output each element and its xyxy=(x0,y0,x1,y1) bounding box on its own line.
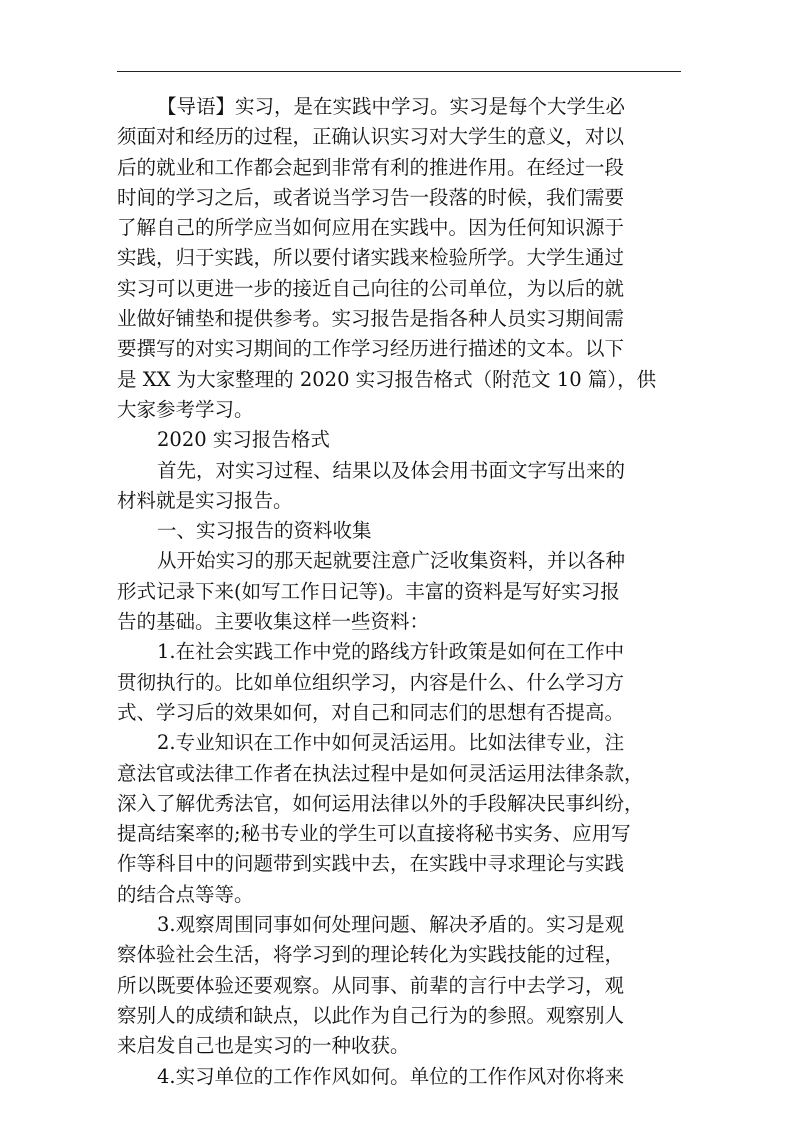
text-line: 提高结案率的;秘书专业的学生可以直接将秘书实务、应用写 xyxy=(117,822,631,846)
text-line: 作等科目中的问题带到实践中去，在实践中寻求理论与实践 xyxy=(117,852,625,876)
text-line: 一、实习报告的资料收集 xyxy=(157,519,372,543)
text-line: 须面对和经历的过程，正确认识实习对大学生的意义，对以 xyxy=(117,125,625,149)
text-line: 意法官或法律工作者在执法过程中是如何灵活运用法律条款， xyxy=(117,761,644,785)
text-line: 业做好铺垫和提供参考。实习报告是指各种人员实习期间需 xyxy=(117,307,625,331)
text-line: 2.专业知识在工作中如何灵活运用。比如法律专业，注 xyxy=(157,731,625,755)
text-line: 材料就是实习报告。 xyxy=(117,488,293,512)
text-line: 告的基础。主要收集这样一些资料： xyxy=(117,610,430,634)
text-line: 4.实习单位的工作作风如何。单位的工作作风对你将来 xyxy=(157,1064,625,1088)
text-line: 所以既要体验还要观察。从同事、前辈的言行中去学习，观 xyxy=(117,973,625,997)
text-line: 式、学习后的效果如何，对自己和同志们的思想有否提高。 xyxy=(117,700,625,724)
text-line: 首先，对实习过程、结果以及体会用书面文字写出来的 xyxy=(157,458,626,482)
text-line: 深入了解优秀法官，如何运用法律以外的手段解决民事纠纷， xyxy=(117,791,644,815)
text-line: 时间的学习之后，或者说当学习告一段落的时候，我们需要 xyxy=(117,185,625,209)
text-line: 实习可以更进一步的接近自己向往的公司单位，为以后的就 xyxy=(117,276,625,300)
text-line: 察别人的成绩和缺点，以此作为自己行为的参照。观察别人 xyxy=(117,1003,625,1027)
text-line: 了解自己的所学应当如何应用在实践中。因为任何知识源于 xyxy=(117,216,625,240)
text-line: 3.观察周围同事如何处理问题、解决矛盾的。实习是观 xyxy=(157,913,625,937)
header-rule xyxy=(117,71,681,72)
text-line: 贯彻执行的。比如单位组织学习，内容是什么、什么学习方 xyxy=(117,670,625,694)
text-line: 【导语】实习，是在实践中学习。实习是每个大学生必 xyxy=(157,95,626,118)
text-line: 1.在社会实践工作中党的路线方针政策是如何在工作中 xyxy=(157,640,625,664)
text-line: 察体验社会生活，将学习到的理论转化为实践技能的过程， xyxy=(117,943,625,967)
text-line: 是 XX 为大家整理的 2020 实习报告格式（附范文 10 篇），供 xyxy=(117,367,657,391)
text-line: 从开始实习的那天起就要注意广泛收集资料，并以各种 xyxy=(157,549,626,573)
text-line: 的结合点等等。 xyxy=(117,882,254,906)
text-line: 实践，归于实践，所以要付诸实践来检验所学。大学生通过 xyxy=(117,246,625,270)
text-line: 要撰写的对实习期间的工作学习经历进行描述的文本。以下 xyxy=(117,337,625,361)
text-line: 2020 实习报告格式 xyxy=(157,428,330,452)
document-body xyxy=(117,92,681,1092)
text-line: 来启发自己也是实习的一种收获。 xyxy=(117,1034,410,1058)
text-line: 后的就业和工作都会起到非常有利的推进作用。在经过一段 xyxy=(117,155,625,179)
text-line: 大家参考学习。 xyxy=(117,397,254,421)
text-line: 形式记录下来(如写工作日记等)。丰富的资料是写好实习报 xyxy=(117,579,620,603)
